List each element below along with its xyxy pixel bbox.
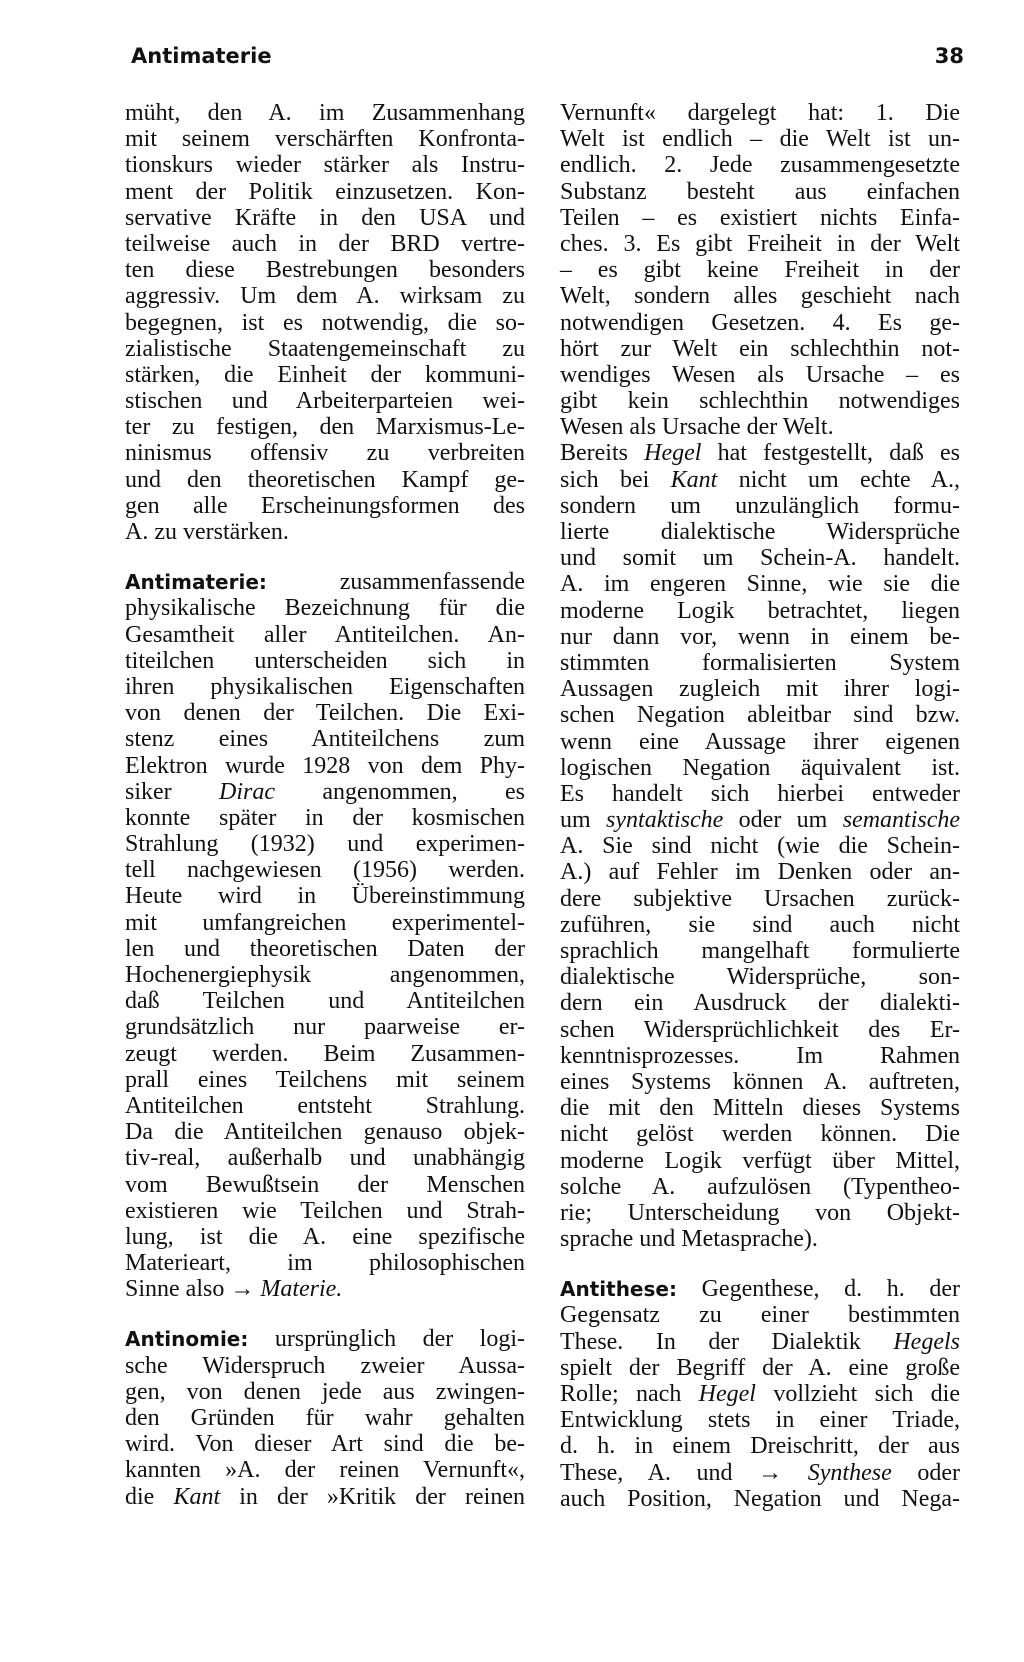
text-line <box>560 179 960 205</box>
text-segment: wird. Von dieser Art sind die be- <box>125 1431 525 1458</box>
text-segment: ihren physikalischen Eigenschaften <box>125 673 525 700</box>
text-line <box>560 1407 960 1433</box>
text-line <box>125 1041 525 1067</box>
text-line <box>560 283 960 309</box>
text-segment: von denen der Teilchen. Die Exi- <box>125 700 525 727</box>
text-line <box>560 519 960 545</box>
text-line <box>560 1302 960 1328</box>
text-segment: Wesen als Ursache der Welt. <box>560 414 834 441</box>
text-segment: oder um <box>723 807 843 834</box>
text-line <box>560 257 960 283</box>
text-line <box>125 569 525 595</box>
text-line <box>125 622 525 648</box>
text-segment: Gegensatz zu einer bestimmten <box>560 1302 960 1329</box>
text-segment: stischen und Arbeiterparteien wei- <box>125 388 525 415</box>
text-segment: eines Systems können A. auftreten, <box>560 1068 960 1095</box>
text-line <box>560 1069 960 1095</box>
text-segment: mit umfangreichen experimentel- <box>125 909 525 936</box>
page-number: 38 <box>934 44 964 68</box>
text-segment: sche Widerspruch zweier Aussa- <box>125 1352 525 1379</box>
text-line <box>125 1276 525 1302</box>
text-segment: sondern um unzulänglich formu- <box>560 492 960 519</box>
text-line <box>560 702 960 728</box>
italic-reference: Dirac <box>219 778 276 805</box>
text-segment: kannten »A. der reinen Vernunft«, <box>125 1457 525 1484</box>
text-segment: schen Negation ableitbar sind bzw. <box>560 702 960 729</box>
text-line <box>560 440 960 466</box>
text-line <box>560 912 960 938</box>
text-segment: Welt ist endlich – die Welt ist un- <box>560 126 960 153</box>
text-line <box>125 779 525 805</box>
text-segment: gen, von denen jede aus zwingen- <box>125 1378 525 1405</box>
text-line <box>560 362 960 388</box>
text-segment: A. Sie sind nicht (wie die Schein- <box>560 833 960 860</box>
text-line <box>125 1457 525 1483</box>
text-line <box>125 1198 525 1224</box>
text-segment: physikalische Bezeichnung für die <box>125 595 525 622</box>
text-line <box>560 467 960 493</box>
text-segment: ten diese Bestrebungen besonders <box>125 257 525 284</box>
text-line <box>125 310 525 336</box>
text-line <box>560 755 960 781</box>
text-line <box>560 781 960 807</box>
text-line <box>560 729 960 755</box>
text-segment: These, A. und → <box>560 1459 808 1486</box>
text-segment: Substanz besteht aus einfachen <box>560 178 960 205</box>
text-line <box>125 493 525 519</box>
text-column-left <box>125 100 525 1510</box>
text-line <box>125 126 525 152</box>
text-segment: Gesamtheit aller Antiteilchen. An- <box>125 621 525 648</box>
text-segment: Gegenthese, d. h. der <box>676 1276 960 1303</box>
text-segment: notwendigen Gesetzen. 4. Es ge- <box>560 309 960 336</box>
text-segment: existieren wie Teilchen und Strah- <box>125 1197 525 1224</box>
text-segment: zeugt werden. Beim Zusammen- <box>125 1040 525 1067</box>
text-segment: logischen Negation äquivalent ist. <box>560 754 960 781</box>
entry-term: Antithese: <box>560 1277 677 1302</box>
text-line <box>560 1174 960 1200</box>
text-line <box>560 624 960 650</box>
text-segment: dern ein Ausdruck der dialekti- <box>560 990 960 1017</box>
text-line <box>560 571 960 597</box>
text-segment: Sinne also → <box>125 1276 261 1303</box>
text-line <box>560 833 960 859</box>
text-segment: servative Kräfte in den USA und <box>125 204 525 231</box>
text-line <box>125 595 525 621</box>
text-line <box>125 726 525 752</box>
text-segment: gibt kein schlechthin notwendiges <box>560 388 960 415</box>
text-segment: Strahlung (1932) und experimen- <box>125 831 525 858</box>
text-line <box>125 1119 525 1145</box>
text-segment: angenommen, es <box>275 778 525 805</box>
text-line <box>560 1017 960 1043</box>
text-segment: tionskurs wieder stärker als Instru- <box>125 152 525 179</box>
text-segment: – es gibt keine Freiheit in der <box>560 257 960 284</box>
text-line <box>125 988 525 1014</box>
text-line <box>560 205 960 231</box>
text-line <box>125 648 525 674</box>
text-segment: aggressiv. Um dem A. wirksam zu <box>125 283 525 310</box>
text-segment: Elektron wurde 1928 von dem Phy- <box>125 752 525 779</box>
text-segment: vollzieht sich die <box>755 1381 960 1407</box>
text-segment: prall eines Teilchens mit seinem <box>125 1066 525 1093</box>
text-segment: spielt der Begriff der A. eine große <box>560 1354 960 1381</box>
text-segment: zialistische Staatengemeinschaft zu <box>125 335 525 362</box>
text-segment: ter zu festigen, den Marxismus-Le- <box>125 414 525 441</box>
text-segment: tiv-real, außerhalb und unabhängig <box>125 1145 525 1172</box>
text-line <box>125 805 525 831</box>
italic-reference: Kant <box>173 1483 221 1510</box>
text-line <box>560 1460 960 1486</box>
paragraph-gap <box>125 1302 525 1326</box>
text-segment: endlich. 2. Jede zusammengesetzte <box>560 152 960 179</box>
running-header <box>131 44 964 80</box>
text-line <box>560 1148 960 1174</box>
text-segment: tell nachgewiesen (1956) werden. <box>125 857 525 884</box>
text-segment: konnte später in der kosmischen <box>125 804 525 831</box>
text-line <box>125 283 525 309</box>
text-line <box>125 519 525 545</box>
italic-reference: syntaktische <box>606 807 724 834</box>
text-line <box>560 807 960 833</box>
text-line <box>560 1486 960 1512</box>
text-line <box>560 545 960 571</box>
text-segment: stenz eines Antiteilchens zum <box>125 726 525 753</box>
text-segment: hört zur Welt ein schlechthin not- <box>560 335 960 362</box>
text-line <box>125 205 525 231</box>
text-line <box>125 1250 525 1276</box>
text-segment: lung, ist die A. eine spezifische <box>125 1223 525 1250</box>
text-line <box>560 1226 960 1252</box>
text-segment: Heute wird in Übereinstimmung <box>125 883 525 910</box>
text-segment: oder <box>891 1459 960 1486</box>
text-segment: Bereits <box>560 440 645 467</box>
text-segment: müht, den A. im Zusammenhang <box>125 100 525 126</box>
text-segment: sprachlich mangelhaft formulierte <box>560 938 960 964</box>
text-line <box>125 414 525 440</box>
text-line <box>125 962 525 988</box>
italic-reference: Hegel <box>698 1381 756 1407</box>
text-line <box>125 1093 525 1119</box>
text-line <box>125 231 525 257</box>
text-column-right <box>560 100 960 1512</box>
text-segment: solche A. aufzulösen (Typentheo- <box>560 1173 960 1200</box>
text-line <box>125 1224 525 1250</box>
text-segment: mit seinem verschärften Konfronta- <box>125 126 525 153</box>
text-line <box>125 857 525 883</box>
text-line <box>125 440 525 466</box>
text-segment: moderne Logik verfügt über Mittel, <box>560 1147 960 1174</box>
text-line <box>560 493 960 519</box>
text-segment: wendiges Wesen als Ursache – es <box>560 361 960 388</box>
text-segment: Es handelt sich hierbei entweder <box>560 780 960 807</box>
text-line <box>560 1095 960 1121</box>
text-segment: in der »Kritik der reinen <box>220 1483 526 1510</box>
text-line <box>125 1484 525 1510</box>
text-segment: ment der Politik einzusetzen. Kon- <box>125 178 525 205</box>
text-line <box>560 336 960 362</box>
text-segment: daß Teilchen und Antiteilchen <box>125 988 525 1015</box>
text-line <box>125 1353 525 1379</box>
text-line <box>125 336 525 362</box>
text-segment: kenntnisprozesses. Im Rahmen <box>560 1042 960 1069</box>
text-segment: Antiteilchen entsteht Strahlung. <box>125 1092 525 1119</box>
text-segment: ches. 3. Es gibt Freiheit in der Welt <box>560 230 960 257</box>
text-line <box>125 152 525 178</box>
text-line <box>125 831 525 857</box>
italic-reference: Synthese <box>807 1459 892 1486</box>
text-line <box>560 1121 960 1147</box>
text-line <box>125 1405 525 1431</box>
text-segment: begegnen, ist es notwendig, die so- <box>125 309 525 336</box>
text-line <box>125 257 525 283</box>
text-segment: len und theoretischen Daten der <box>125 935 525 962</box>
text-line <box>125 910 525 936</box>
text-segment: Entwicklung stets in einer Triade, <box>560 1407 960 1434</box>
text-line <box>125 467 525 493</box>
text-segment: moderne Logik betrachtet, liegen <box>560 597 960 624</box>
running-head-word: Antimaterie <box>131 44 272 68</box>
text-segment: titeilchen unterscheiden sich in <box>125 647 525 674</box>
text-segment: teilweise auch in der BRD vertre- <box>125 230 525 257</box>
text-segment: nur dann vor, wenn in einem be- <box>560 623 960 650</box>
text-segment: zusammenfassende <box>266 569 525 596</box>
text-line <box>560 414 960 440</box>
text-line <box>560 1355 960 1381</box>
text-segment: d. h. in einem Dreischritt, der aus <box>560 1433 960 1460</box>
text-line <box>125 179 525 205</box>
text-segment: und den theoretischen Kampf ge- <box>125 466 525 493</box>
text-segment: A. zu verstärken. <box>125 519 289 545</box>
text-line <box>560 231 960 257</box>
text-segment: lierte dialektische Widersprüche <box>560 519 960 545</box>
text-segment: schen Widersprüchlichkeit des Er- <box>560 1016 960 1043</box>
text-segment: zuführen, sie sind auch nicht <box>560 911 960 938</box>
text-line <box>125 100 525 126</box>
text-segment: wenn eine Aussage ihrer eigenen <box>560 728 960 755</box>
text-segment: A. im engeren Sinne, wie sie die <box>560 571 960 598</box>
text-segment: ninismus offensiv zu verbreiten <box>125 440 525 467</box>
text-segment: dialektische Widersprüche, son- <box>560 964 960 991</box>
text-segment: nicht gelöst werden können. Die <box>560 1121 960 1148</box>
text-line <box>560 1381 960 1407</box>
text-line <box>125 674 525 700</box>
text-line <box>125 1145 525 1171</box>
text-line <box>560 1276 960 1302</box>
text-line <box>560 676 960 702</box>
text-segment: grundsätzlich nur paarweise er- <box>125 1014 525 1041</box>
text-segment: nicht um echte A., <box>717 466 961 493</box>
text-segment: und somit um Schein-A. handelt. <box>560 545 960 572</box>
text-line <box>560 388 960 414</box>
text-line <box>125 936 525 962</box>
text-line <box>560 1200 960 1226</box>
text-segment: dere subjektive Ursachen zurück- <box>560 885 960 912</box>
text-line <box>125 388 525 414</box>
text-segment: Materieart, im philosophischen <box>125 1250 525 1277</box>
text-segment: Teilen – es existiert nichts Einfa- <box>560 204 960 231</box>
text-line <box>560 990 960 1016</box>
text-segment: die <box>125 1483 174 1510</box>
entry-term: Antimaterie: <box>125 570 267 595</box>
text-line <box>125 1172 525 1198</box>
text-segment: A.) auf Fehler im Denken oder an- <box>560 859 960 886</box>
text-line <box>560 152 960 178</box>
text-line <box>560 100 960 126</box>
italic-reference: Hegel <box>644 440 702 467</box>
text-line <box>560 1433 960 1459</box>
text-line <box>560 650 960 676</box>
text-line <box>125 1067 525 1093</box>
text-segment: den Gründen für wahr gehalten <box>125 1405 525 1431</box>
text-segment: auch Position, Negation und Nega- <box>560 1485 960 1512</box>
text-segment: gen alle Erscheinungsformen des <box>125 492 525 519</box>
text-segment: Vernunft« dargelegt hat: 1. Die <box>560 100 960 126</box>
italic-reference: semantische <box>842 807 961 834</box>
text-line <box>560 886 960 912</box>
text-segment: Rolle; nach <box>560 1381 699 1407</box>
text-segment: sich bei <box>560 466 671 493</box>
text-line <box>560 126 960 152</box>
text-segment: siker <box>125 778 220 805</box>
text-line <box>125 362 525 388</box>
text-segment: rie; Unterscheidung von Objekt- <box>560 1199 960 1226</box>
text-line <box>560 938 960 964</box>
text-line <box>125 1326 525 1352</box>
text-line <box>125 1379 525 1405</box>
paragraph-gap <box>560 1252 960 1276</box>
text-segment: Hochenergiephysik angenommen, <box>125 962 525 988</box>
text-line <box>560 1043 960 1069</box>
text-segment: vom Bewußtsein der Menschen <box>125 1171 525 1198</box>
text-line <box>560 964 960 990</box>
entry-term: Antinomie: <box>125 1327 249 1352</box>
text-segment: ursprünglich der logi- <box>248 1326 525 1353</box>
text-line <box>125 700 525 726</box>
paragraph-gap <box>125 545 525 569</box>
italic-reference: Kant <box>670 466 718 493</box>
text-segment: die mit den Mitteln dieses Systems <box>560 1095 960 1122</box>
italic-reference: Materie. <box>260 1276 343 1303</box>
text-segment: stärken, die Einheit der kommuni- <box>125 361 525 388</box>
text-segment: These. In der Dialektik <box>560 1328 894 1355</box>
text-segment: sprache und Metasprache). <box>560 1226 818 1253</box>
text-line <box>560 310 960 336</box>
text-segment: hat festgestellt, daß es <box>701 440 960 467</box>
text-line <box>125 883 525 909</box>
text-segment: um <box>560 807 607 834</box>
text-line <box>125 1014 525 1040</box>
text-line <box>560 1329 960 1355</box>
text-line <box>125 1431 525 1457</box>
text-line <box>560 598 960 624</box>
text-segment: stimmten formalisierten System <box>560 649 960 676</box>
text-line <box>560 859 960 885</box>
text-segment: Welt, sondern alles geschieht nach <box>560 283 960 310</box>
text-segment: Aussagen zugleich mit ihrer logi- <box>560 676 960 703</box>
text-segment: Da die Antiteilchen genauso objek- <box>125 1119 525 1146</box>
text-line <box>125 753 525 779</box>
italic-reference: Hegels <box>893 1328 960 1355</box>
